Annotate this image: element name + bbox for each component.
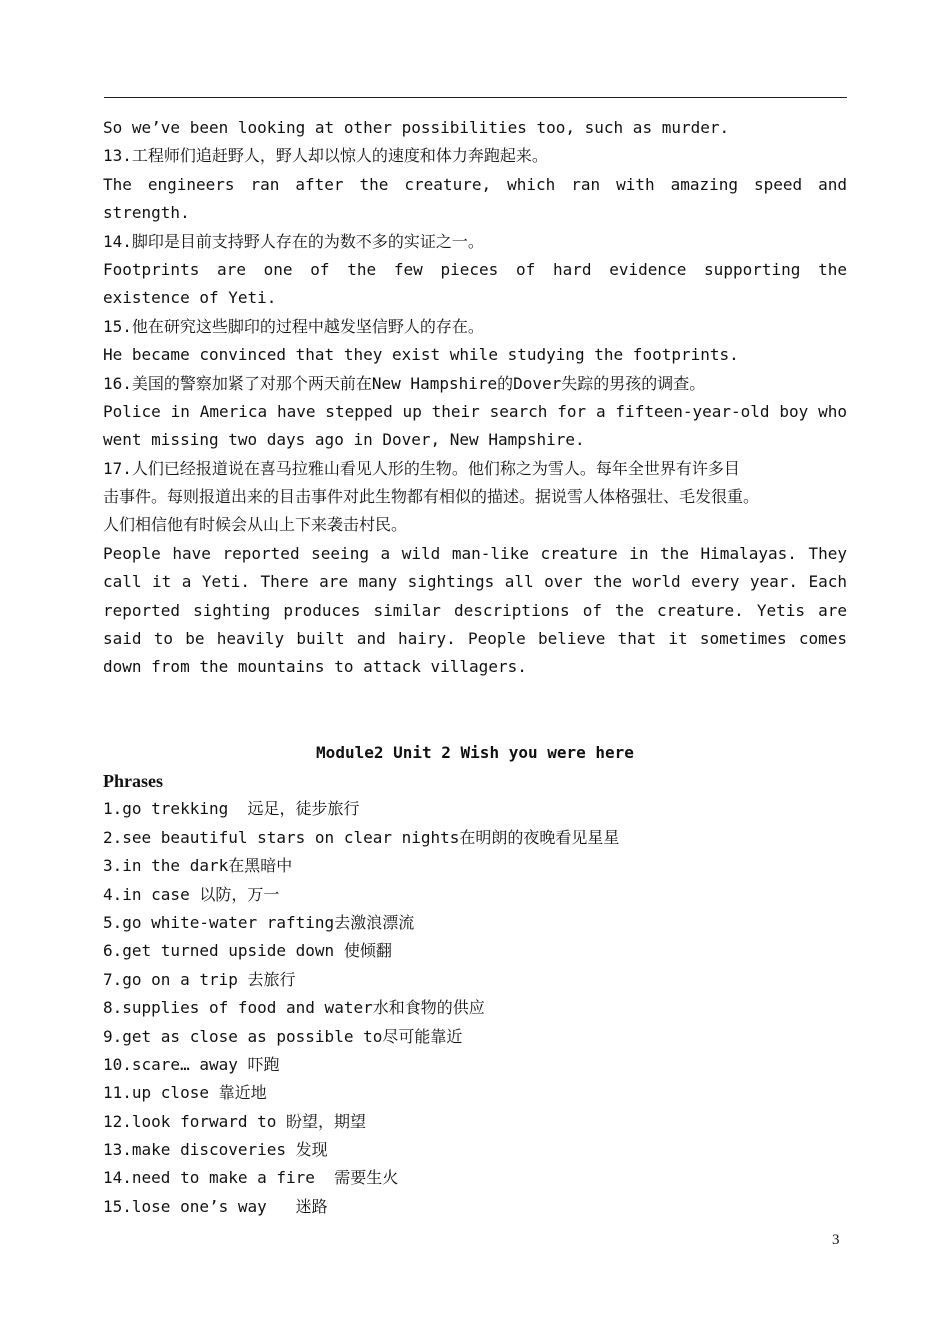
text-line: He became convinced that they exist while studying the footprints. <box>103 345 739 365</box>
text-line: went missing two days ago in Dover, New Hampshire. <box>103 430 585 450</box>
phrase-item: 10.scare… away 吓跑 <box>103 1054 280 1074</box>
phrase-item: 5.go white-water rafting去激浪漂流 <box>103 912 415 932</box>
phrase-item: 9.get as close as possible to尽可能靠近 <box>103 1026 463 1046</box>
phrase-item: 8.supplies of food and water水和食物的供应 <box>103 998 485 1018</box>
phrase-item: 14.need to make a fire 需要生火 <box>103 1168 399 1188</box>
text-line: 击事件。每则报道出来的目击事件对此生物都有相似的描述。据说雪人体格强壮、毛发很重。 <box>103 487 760 507</box>
text-line: reported sighting produces similar descriptions of the creature. Yetis are <box>103 600 847 620</box>
text-line: 人们相信他有时候会从山上下来袭击村民。 <box>103 515 408 535</box>
text-line: existence of Yeti. <box>103 288 277 308</box>
phrase-item: 12.look forward to 盼望，期望 <box>103 1111 367 1131</box>
text-line: down from the mountains to attack villagers. <box>103 657 527 677</box>
text-line: So we’ve been looking at other possibilities too, such as murder. <box>103 118 730 137</box>
text-line: People have reported seeing a wild man-like creature in the Himalayas. They <box>103 543 847 563</box>
phrase-item: 11.up close 靠近地 <box>103 1083 267 1103</box>
text-line: The engineers ran after the creature, which ran with amazing speed and <box>103 174 847 194</box>
phrases-heading: Phrases <box>103 771 163 791</box>
text-line: call it a Yeti. There are many sightings all over the world every year. Each <box>103 572 847 592</box>
phrase-item: 13.make discoveries 发现 <box>103 1140 328 1160</box>
phrase-item: 1.go trekking 远足，徒步旅行 <box>103 799 360 819</box>
page-number: 3 <box>832 1232 840 1248</box>
text-line: said to be heavily built and hairy. People believe that it sometimes comes <box>103 629 847 649</box>
text-line: strength. <box>103 203 190 223</box>
section-title: Module2 Unit 2 Wish you were here <box>316 742 634 762</box>
phrase-item: 6.get turned upside down 使倾翻 <box>103 941 392 961</box>
text-line: 14.脚印是目前支持野人存在的为数不多的实证之一。 <box>103 231 484 251</box>
text-line: 15.他在研究这些脚印的过程中越发坚信野人的存在。 <box>103 316 484 336</box>
phrase-item: 15.lose one’s way 迷路 <box>103 1196 328 1216</box>
text-line: 13.工程师们追赶野人，野人却以惊人的速度和体力奔跑起来。 <box>103 146 548 166</box>
text-line: 16.美国的警察加紧了对那个两天前在New Hampshire的Dover失踪的男孩的调查。 <box>103 373 706 393</box>
phrase-item: 4.in case 以防，万一 <box>103 884 280 904</box>
section-spacer <box>103 682 847 739</box>
phrase-item: 2.see beautiful stars on clear nights在明朗的夜晚看见星星 <box>103 827 620 847</box>
phrase-item: 7.go on a trip 去旅行 <box>103 969 296 989</box>
phrase-item: 3.in the dark在黑暗中 <box>103 856 293 876</box>
text-line: Police in America have stepped up their search for a fifteen-year-old boy who <box>103 401 847 421</box>
document-body <box>103 114 847 1221</box>
text-line: Footprints are one of the few pieces of hard evidence supporting the <box>103 259 847 279</box>
text-line: 17.人们已经报道说在喜马拉雅山看见人形的生物。他们称之为雪人。每年全世界有许多目 <box>103 458 740 478</box>
header-rule <box>104 97 847 98</box>
